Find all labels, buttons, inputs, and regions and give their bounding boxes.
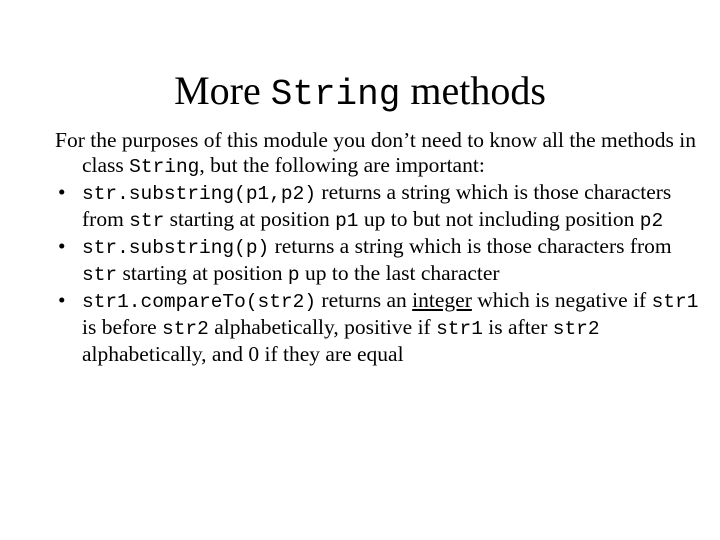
bullet-text: alphabetically, positive if [208, 315, 437, 339]
bullet-code: str1 [436, 318, 483, 340]
bullet-text: up to but not including position [358, 207, 640, 231]
bullet-code: str.substring(p1,p2) [82, 183, 317, 205]
bullet-code: str [129, 210, 165, 232]
bullet-code: str2 [162, 318, 209, 340]
intro-text-1: For the purposes of this module you don’t need to know all the methods in class [55, 128, 696, 177]
bullet-text: is after [482, 315, 553, 339]
bullet-text: returns an [316, 288, 413, 312]
bullet-text: returns a string which is those characters from [269, 234, 672, 258]
bullet-code: p1 [335, 210, 359, 232]
bullet-code: str.substring(p) [82, 237, 270, 259]
bullet-text: returns a string which is those characters from [82, 180, 672, 231]
bullet-text: alphabetically, and 0 if they are equal [82, 342, 404, 366]
bullet-dot: • [58, 180, 66, 204]
title-text-pre: More [174, 68, 271, 113]
bullet-text: is before [82, 315, 162, 339]
bullet-dot: • [58, 234, 66, 258]
bullet-compare-to [55, 288, 705, 367]
bullet-code: str1 [651, 291, 699, 313]
slide-body [55, 128, 705, 367]
intro-text-2: , but the following are important: [199, 153, 485, 177]
bullet-substring-range [55, 180, 705, 234]
bullet-code: p2 [639, 210, 664, 232]
underlined-term: integer [412, 288, 472, 312]
bullet-code: str2 [552, 318, 600, 340]
bullet-text: which is negative if [471, 288, 652, 312]
bullet-substring-start [55, 234, 705, 288]
title-text-post: methods [400, 68, 546, 113]
intro-code: String [129, 156, 200, 178]
bullet-code: str [82, 264, 118, 286]
bullet-code: p [287, 264, 300, 286]
bullet-code: str1.compareTo(str2) [82, 291, 317, 313]
bullet-text: starting at position [164, 207, 336, 231]
bullet-text: up to the last character [299, 261, 500, 285]
bullet-text: starting at position [117, 261, 288, 285]
intro-paragraph [55, 128, 705, 180]
bullet-dot: • [58, 288, 66, 312]
title-code: String [270, 74, 401, 115]
slide-title [0, 68, 720, 118]
